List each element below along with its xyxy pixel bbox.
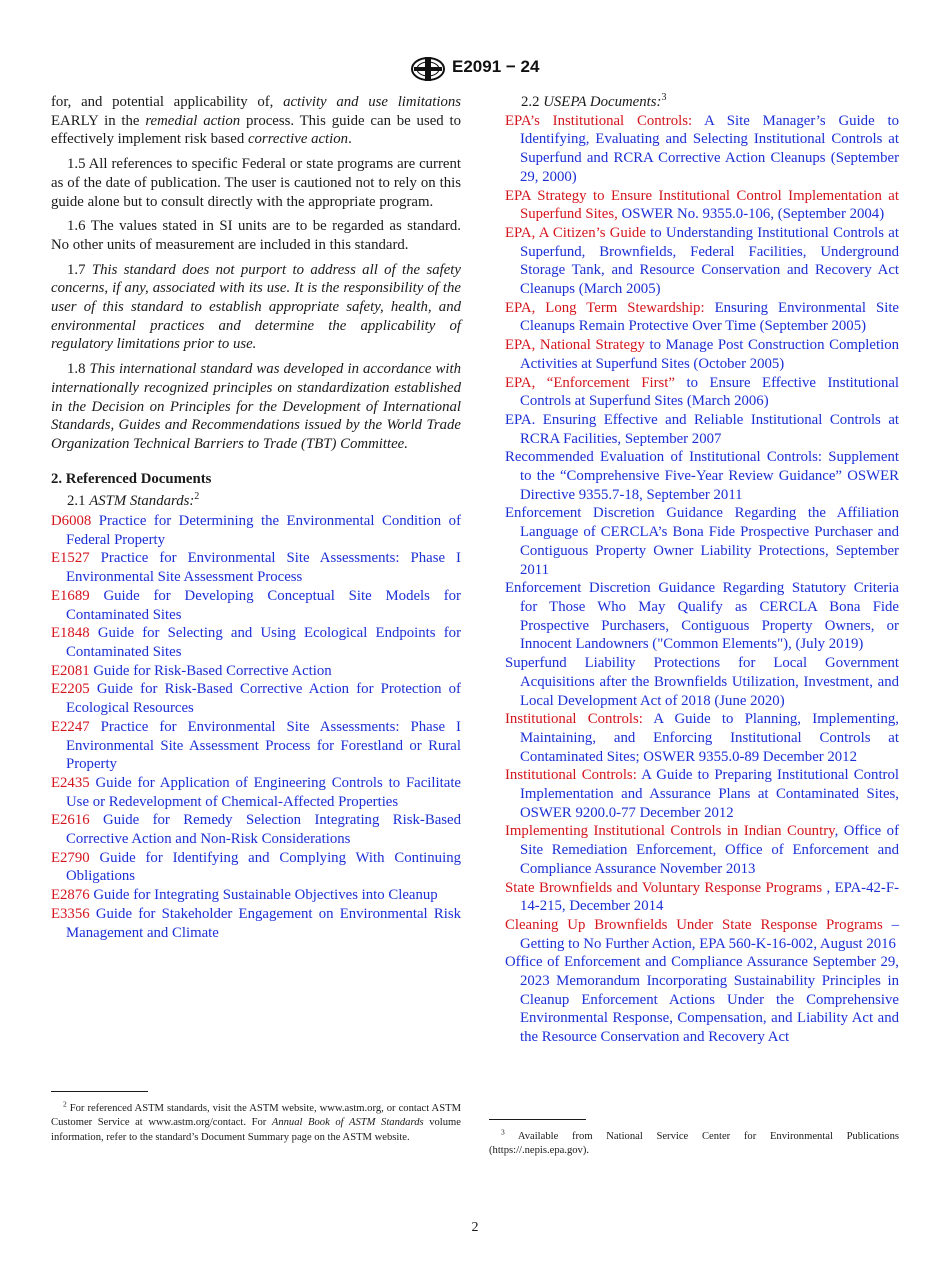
usepa-reference-item (505, 654, 899, 710)
standard-title-link[interactable]: Practice for Environmental Site Assessments: Phase I Environmental Site Assessment Process for Forestland or Rural Property (66, 718, 461, 773)
standard-title-link[interactable]: Guide for Remedy Selection Integrating Risk-Based Corrective Action and Non-Risk Considerations (66, 812, 461, 848)
astm-reference-item (51, 886, 461, 905)
document-description-link[interactable]: Enforcement Discretion Guidance Regarding Statutory Criteria for Those Who May Qualify as CERCLA Bona Fide Prospective Purchasers, Contiguous Property Owners, or Innocent Landowners ("Common Elements"), (July 2019) (505, 580, 899, 653)
usepa-reference-item (505, 112, 899, 187)
document-description-link[interactable]: A Guide to Preparing Institutional Control Implementation and Assurance Plans at Contaminated Sites, OSWER 9200.0-77 December 2012 (520, 767, 899, 821)
standard-designation: E2091 − 24 (452, 57, 540, 76)
standard-title-link[interactable]: Guide for Stakeholder Engagement on Environmental Risk Management and Climate (66, 905, 461, 941)
footnote-3: $^3$ Available from National Service Center for Environmental Publications (https://.nepis.epa.gov). (489, 1127, 899, 1157)
standard-code-link[interactable]: E2247 (51, 718, 90, 735)
document-title-link[interactable]: EPA, A Citizen’s Guide (505, 224, 651, 241)
standard-title-link[interactable]: Guide for Risk-Based Corrective Action for Protection of Ecological Resources (66, 681, 461, 717)
standard-code-link[interactable]: E1848 (51, 625, 90, 642)
text-run: For referenced ASTM standards, visit the ASTM website, www.astm.org, or contact ASTM Customer Service at www.astm.org/contact. For (51, 1103, 461, 1129)
document-title-link[interactable]: Implementing Institutional Controls in Indian Country (505, 823, 835, 840)
usepa-documents-list (505, 112, 899, 1047)
standard-title-link[interactable]: Guide for Identifying and Complying With Continuing Obligations (66, 849, 461, 885)
usepa-reference-item (505, 187, 899, 224)
left-column (51, 93, 461, 942)
astm-reference-item (51, 680, 461, 717)
standard-title-link[interactable]: Practice for Determining the Environmental Condition of Federal Property (66, 513, 461, 548)
footnote-2: $^2$ For referenced ASTM standards, visit the ASTM website, www.astm.org, or contact ASTM Customer Service at www.astm.org/contact. For Annual Book of ASTM Standards volume information, refer to the standard’s Document Summary page on the ASTM website. (51, 1099, 461, 1143)
document-title-link[interactable]: EPA Strategy to Ensure Institutional Control Implementation at Superfund Sites, (505, 187, 899, 223)
page-number: 2 (471, 1220, 479, 1235)
document-description-link[interactable]: Office of Enforcement and Compliance Assurance September 29, 2023 Memorandum Incorporating Sustainability Principles in Cleanup Enforcement Actions Under the Comprehensive Environmental Response, Compensation, and Liability Act and the Resource Conservation and Recovery Act (505, 954, 899, 1046)
document-description-link[interactable]: Superfund Liability Protections for Local Government Acquisitions after the Brownfields Utilization, Investment, and Local Development Act of 2018 (June 2020) (505, 655, 899, 709)
standard-title-link[interactable]: Guide for Selecting and Using Ecological Endpoints for Contaminated Sites (66, 625, 461, 660)
text-run: for, and potential applicability of, (51, 94, 284, 110)
astm-reference-item (51, 549, 461, 586)
usepa-reference-item (505, 710, 899, 766)
section-2-heading: 2. Referenced Documents (51, 470, 212, 487)
right-column (505, 93, 899, 1047)
text-run: process. This guide can be used to effectively implement risk based (51, 112, 462, 148)
intro-continuation-paragraph (51, 93, 461, 149)
document-description-link[interactable]: EPA. Ensuring Effective and Reliable Institutional Controls at RCRA Facilities, September 2007 (505, 411, 899, 447)
astm-reference-item (51, 849, 461, 886)
document-title-link[interactable]: EPA’s Institutional Controls: (505, 112, 693, 129)
document-description-link[interactable]: Ensuring Environmental Site Cleanups Remain Protective Over Time (September 2005) (520, 299, 899, 335)
usepa-reference-item (505, 504, 899, 579)
standard-code-link[interactable]: E2876 (51, 887, 90, 904)
section-1-6-paragraph: 1.6 The values stated in SI units are to be regarded as standard. No other units of measurement are included in this standard. (51, 218, 461, 253)
usepa-reference-item (505, 953, 899, 1047)
document-description-link[interactable]: , Office of Site Remediation Enforcement, Office of Enforcement and Compliance Assurance November 2013 (520, 823, 899, 877)
astm-reference-item (51, 774, 461, 811)
standard-title-link[interactable]: Guide for Developing Conceptual Site Models for Contaminated Sites (66, 587, 461, 623)
astm-reference-item (51, 905, 461, 942)
standard-code-link[interactable]: E3356 (51, 905, 90, 922)
usepa-reference-item (505, 224, 899, 299)
text-run: corrective action (247, 131, 349, 148)
astm-standards-list (51, 512, 461, 942)
footnote-rule (51, 1091, 148, 1092)
document-description-link[interactable]: Recommended Evaluation of Institutional Controls: Supplement to the “Comprehensive Five-Year Review Guidance” OSWER Directive 9355.7-18, September 2011 (505, 449, 899, 503)
document-title-link[interactable]: EPA, National Strategy (505, 337, 650, 354)
standard-code-link[interactable]: E2081 (51, 662, 90, 679)
usepa-reference-item (505, 916, 899, 953)
standard-title-link[interactable]: Guide for Risk-Based Corrective Action (89, 662, 332, 679)
standard-code-link[interactable]: E2435 (51, 774, 90, 791)
usepa-reference-item (505, 879, 899, 916)
usepa-reference-item (505, 374, 899, 411)
document-title-link[interactable]: State Brownfields and Voluntary Response Programs (505, 879, 827, 896)
document-description-link[interactable]: Enforcement Discretion Guidance Regarding the Affiliation Language of CERCLA’s Bona Fide Prospective Purchaser and Contiguous Property Owner Liability Protections, September 2011 (505, 505, 899, 578)
document-description-link[interactable]: OSWER No. 9355.0-106, (September 2004) (617, 206, 885, 223)
text-run: remedial action (145, 112, 241, 129)
usepa-reference-item (505, 766, 899, 822)
document-description-link[interactable]: to Manage Post Construction Completion Activities at Superfund Sites (October 2005) (520, 337, 899, 372)
text-run: Annual Book of ASTM Standards (271, 1117, 424, 1129)
standard-code-link[interactable]: E2790 (51, 849, 90, 866)
standard-code-link[interactable]: E2205 (51, 681, 90, 698)
document-description-link[interactable]: to Understanding Institutional Controls at Superfund, Brownfields, Federal Facilities, Underground Storage Tank, and Resource Conservation and Recovery Act Cleanups (March 2005) (520, 224, 899, 298)
footnote-rule (489, 1119, 586, 1120)
astm-logo-icon (410, 56, 446, 82)
document-title-link[interactable]: Institutional Controls: (505, 711, 643, 728)
section-1-5-paragraph: 1.5 All references to specific Federal or state programs are current as of the date of publication. The user is cautioned not to rely on this guide alone but to consult directly with the appropriate program. (51, 156, 461, 210)
standard-title-link[interactable]: Practice for Environmental Site Assessments: Phase I Environmental Site Assessment Process (66, 550, 461, 586)
document-description-link[interactable]: , EPA-42-F-14-215, December 2014 (520, 879, 899, 915)
astm-reference-item (51, 624, 461, 661)
text-run: . (348, 131, 352, 148)
document-title-link[interactable]: Institutional Controls: (505, 767, 642, 784)
standard-code-link[interactable]: E1689 (51, 587, 90, 604)
usepa-reference-item (505, 299, 899, 336)
usepa-reference-item (505, 579, 899, 654)
page-header (0, 56, 950, 82)
document-title-link[interactable]: Cleaning Up Brownfields Under State Response Programs (505, 916, 892, 933)
usepa-reference-item (505, 336, 899, 373)
astm-reference-item (51, 662, 461, 681)
document-title-link[interactable]: EPA, Long Term Stewardship: (505, 299, 705, 316)
standard-code-link[interactable]: E2616 (51, 812, 90, 829)
astm-reference-item (51, 512, 461, 549)
document-description-link[interactable]: A Guide to Planning, Implementing, Maintaining, and Enforcing Institutional Controls at Contaminated Sites; OSWER 9355.0-89 December 2012 (520, 711, 899, 765)
astm-standards-subheading: 2.1 ASTM Standards:$^2$ (67, 491, 200, 510)
astm-reference-item (51, 587, 461, 624)
document-description-link[interactable]: A Site Manager’s Guide to Identifying, Evaluating and Selecting Institutional Controls at Superfund and RCRA Corrective Action Cleanups (September 29, 2000) (520, 112, 899, 185)
standard-title-link[interactable]: Guide for Application of Engineering Controls to Facilitate Use or Redevelopment of Chemical-Affected Properties (66, 774, 461, 810)
text-run: volume information, refer to the standard’s Document Summary page on the ASTM website. (51, 1117, 461, 1143)
document-description-link[interactable]: – Getting to No Further Action, EPA 560-K-16-002, August 2016 (520, 916, 899, 952)
standard-title-link[interactable]: Guide for Integrating Sustainable Objectives into Cleanup (89, 887, 438, 904)
usepa-reference-item (505, 411, 899, 448)
section-1-7-paragraph: 1.7 This standard does not purport to address all of the safety concerns, if any, associated with its use. It is the responsibility of the user of this standard to establish appropriate safety, health, and environmental practices and determine the applicability of regulatory limitations prior to use. (51, 261, 461, 353)
usepa-reference-item (505, 822, 899, 878)
text-run: EARLY in the (51, 112, 146, 129)
document-title-link[interactable]: EPA, “Enforcement First” (505, 374, 675, 391)
standard-code-link[interactable]: E1527 (51, 550, 90, 567)
astm-reference-item (51, 718, 461, 774)
section-1-8-paragraph: 1.8 This international standard was developed in accordance with internationally recognized principles on standardization established in the Decision on Principles for the Development of International Standards, Guides and Recommendations issued by the World Trade Organization Technical Barriers to Trade (TBT) Committee. (51, 361, 461, 452)
usepa-documents-subheading: 2.2 USEPA Documents:$^3$ (521, 92, 667, 110)
astm-reference-item (51, 811, 461, 848)
usepa-reference-item (505, 448, 899, 504)
standard-code-link[interactable]: D6008 (51, 513, 92, 530)
text-run: activity and use limitations (283, 94, 461, 110)
document-description-link[interactable]: to Ensure Effective Institutional Controls at Superfund Sites (March 2006) (520, 374, 899, 410)
